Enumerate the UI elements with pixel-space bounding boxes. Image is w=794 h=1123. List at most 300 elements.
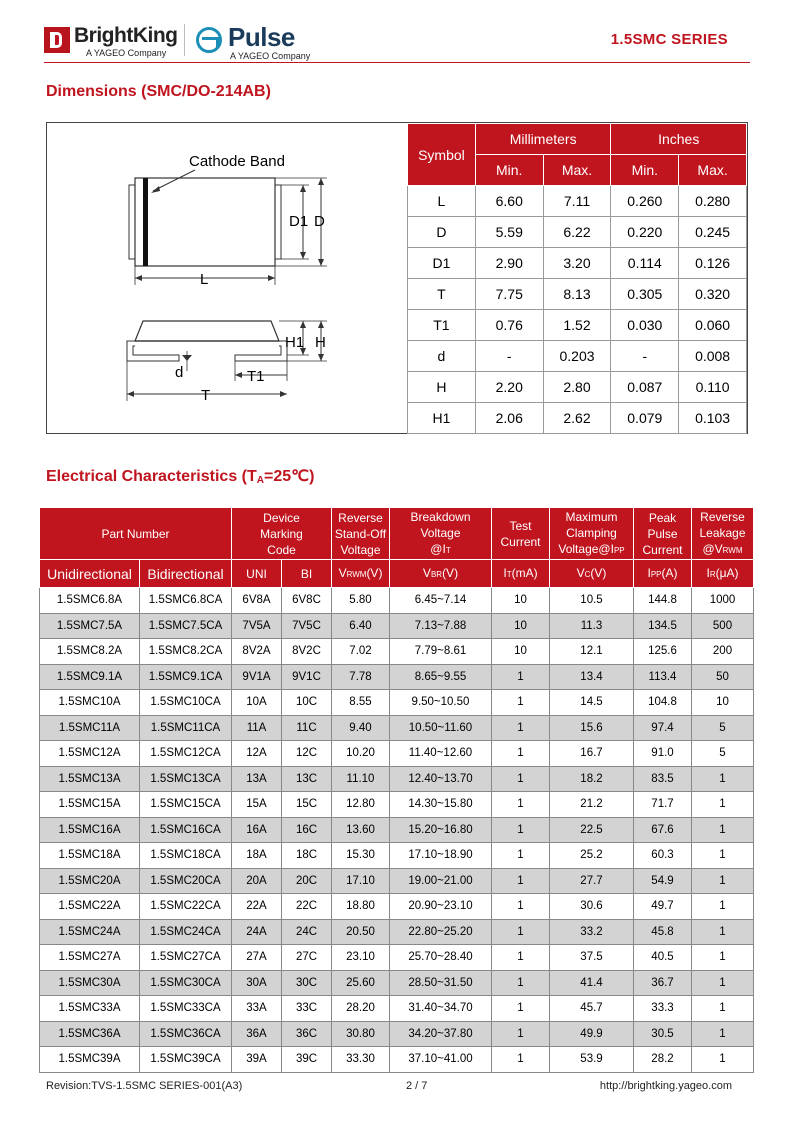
table-cell: 33.2	[550, 919, 634, 945]
table-cell: 45.8	[634, 919, 692, 945]
dimensions-panel	[46, 122, 748, 434]
table-cell: 22C	[282, 894, 332, 920]
table-cell: 25.60	[332, 970, 390, 996]
table-cell: 1.5SMC11CA	[140, 715, 232, 741]
footer-page: 2 / 7	[406, 1080, 428, 1092]
table-row	[40, 894, 754, 920]
h-label: H	[315, 334, 326, 351]
table-cell: 15A	[232, 792, 282, 818]
table-row	[40, 741, 754, 767]
table-cell: 1	[492, 741, 550, 767]
dimension-cell: D	[408, 217, 476, 248]
vrwm-unit-header: VRWM(V)	[332, 560, 390, 588]
table-cell: 1.5SMC16A	[40, 817, 140, 843]
table-cell: 1000	[692, 588, 754, 614]
table-cell: 104.8	[634, 690, 692, 716]
dimension-cell: 5.59	[475, 217, 543, 248]
dimension-cell: T1	[408, 310, 476, 341]
table-cell: 23.10	[332, 945, 390, 971]
table-cell: 1.5SMC12A	[40, 741, 140, 767]
table-cell: 17.10	[332, 868, 390, 894]
table-cell: 1.5SMC8.2A	[40, 639, 140, 665]
dimension-row	[408, 248, 747, 279]
it-unit-header: IT(mA)	[492, 560, 550, 588]
dimension-cell: -	[611, 341, 679, 372]
dimension-cell: 2.06	[475, 403, 543, 434]
table-cell: 28.2	[634, 1047, 692, 1073]
table-row	[40, 945, 754, 971]
dimension-cell: 0.320	[679, 279, 747, 310]
table-cell: 18.2	[550, 766, 634, 792]
unidirectional-header: Unidirectional	[40, 560, 140, 588]
table-cell: 53.9	[550, 1047, 634, 1073]
table-cell: 12.80	[332, 792, 390, 818]
dimension-row	[408, 403, 747, 434]
logo-divider	[184, 24, 185, 56]
table-cell: 1.5SMC6.8CA	[140, 588, 232, 614]
electrical-table	[39, 507, 754, 1073]
table-cell: 24C	[282, 919, 332, 945]
dimension-cell: 0.103	[679, 403, 747, 434]
dimension-cell: 6.22	[543, 217, 611, 248]
table-cell: 1.5SMC27A	[40, 945, 140, 971]
in-min-header: Min.	[611, 155, 679, 186]
table-cell: 18A	[232, 843, 282, 869]
table-cell: 1	[492, 690, 550, 716]
brand1-name: BrightKing	[74, 24, 178, 47]
dimension-cell: H1	[408, 403, 476, 434]
dimension-row	[408, 217, 747, 248]
brightking-logo	[44, 22, 184, 58]
table-cell: 8.55	[332, 690, 390, 716]
table-cell: 22A	[232, 894, 282, 920]
table-row	[40, 1021, 754, 1047]
table-cell: 1	[692, 766, 754, 792]
table-cell: 14.5	[550, 690, 634, 716]
page-header	[44, 20, 750, 62]
table-cell: 10.20	[332, 741, 390, 767]
table-row	[40, 868, 754, 894]
table-cell: 71.7	[634, 792, 692, 818]
table-cell: 37.5	[550, 945, 634, 971]
side-view-body	[135, 321, 279, 341]
table-cell: 20.50	[332, 919, 390, 945]
table-cell: 5	[692, 715, 754, 741]
table-cell: 16.7	[550, 741, 634, 767]
table-cell: 1.5SMC9.1CA	[140, 664, 232, 690]
vbr-header: Breakdown Voltage @IT	[390, 508, 492, 560]
table-row	[40, 766, 754, 792]
brand2-name: Pulse	[228, 22, 295, 52]
table-cell: 1.5SMC9.1A	[40, 664, 140, 690]
table-cell: 7V5C	[282, 613, 332, 639]
dimension-cell: 2.62	[543, 403, 611, 434]
table-cell: 1.5SMC16CA	[140, 817, 232, 843]
dimension-cell: 0.126	[679, 248, 747, 279]
dimension-cell: 0.030	[611, 310, 679, 341]
table-cell: 30C	[282, 970, 332, 996]
table-cell: 125.6	[634, 639, 692, 665]
table-cell: 39C	[282, 1047, 332, 1073]
dimension-cell: 0.079	[611, 403, 679, 434]
table-cell: 67.6	[634, 817, 692, 843]
table-cell: 7.02	[332, 639, 390, 665]
l-label: L	[200, 271, 209, 288]
table-cell: 30.5	[634, 1021, 692, 1047]
top-view-lead-left	[129, 185, 135, 259]
table-cell: 1	[492, 664, 550, 690]
test-current-header: Test Current	[492, 508, 550, 560]
table-cell: 10	[692, 690, 754, 716]
table-cell: 12.40~13.70	[390, 766, 492, 792]
table-row	[40, 588, 754, 614]
table-cell: 33.30	[332, 1047, 390, 1073]
table-cell: 49.7	[634, 894, 692, 920]
table-cell: 28.50~31.50	[390, 970, 492, 996]
table-cell: 30A	[232, 970, 282, 996]
cathode-band	[143, 178, 148, 266]
ir-unit-header: IR(μA)	[692, 560, 754, 588]
table-cell: 1.5SMC33A	[40, 996, 140, 1022]
dimension-cell: 7.11	[543, 186, 611, 217]
table-cell: 1.5SMC7.5A	[40, 613, 140, 639]
table-cell: 1	[492, 919, 550, 945]
table-cell: 10.50~11.60	[390, 715, 492, 741]
vc-unit-header: VC(V)	[550, 560, 634, 588]
table-cell: 20A	[232, 868, 282, 894]
dimension-cell: 0.76	[475, 310, 543, 341]
dimension-cell: 0.087	[611, 372, 679, 403]
dimension-cell: 2.80	[543, 372, 611, 403]
table-cell: 1.5SMC13CA	[140, 766, 232, 792]
inches-header: Inches	[611, 124, 747, 155]
table-cell: 1	[692, 970, 754, 996]
t1-label: T1	[247, 368, 265, 385]
table-cell: 1	[492, 817, 550, 843]
table-cell: 1	[492, 868, 550, 894]
table-cell: 22.5	[550, 817, 634, 843]
dimension-cell: 0.060	[679, 310, 747, 341]
table-cell: 8.65~9.55	[390, 664, 492, 690]
cathode-arrowhead	[151, 186, 160, 193]
table-cell: 1.5SMC20CA	[140, 868, 232, 894]
side-view-lead-right	[235, 341, 287, 361]
table-cell: 1	[492, 996, 550, 1022]
table-cell: 20C	[282, 868, 332, 894]
table-row	[40, 919, 754, 945]
table-cell: 13.4	[550, 664, 634, 690]
millimeters-header: Millimeters	[475, 124, 611, 155]
dimension-row	[408, 310, 747, 341]
table-cell: 11.40~12.60	[390, 741, 492, 767]
table-cell: 1	[492, 945, 550, 971]
part-number-header: Part Number	[40, 508, 232, 560]
table-cell: 11.10	[332, 766, 390, 792]
table-cell: 25.2	[550, 843, 634, 869]
table-cell: 21.2	[550, 792, 634, 818]
table-cell: 1.5SMC10A	[40, 690, 140, 716]
series-title: 1.5SMC SERIES	[610, 31, 728, 48]
dimension-cell: 2.20	[475, 372, 543, 403]
dimension-cell: D1	[408, 248, 476, 279]
dimension-cell: 1.52	[543, 310, 611, 341]
table-cell: 15C	[282, 792, 332, 818]
table-cell: 31.40~34.70	[390, 996, 492, 1022]
bidirectional-header: Bidirectional	[140, 560, 232, 588]
table-cell: 36.7	[634, 970, 692, 996]
table-cell: 27A	[232, 945, 282, 971]
table-cell: 8V2C	[282, 639, 332, 665]
table-cell: 10	[492, 639, 550, 665]
dimension-cell: 0.280	[679, 186, 747, 217]
dimension-cell: 3.20	[543, 248, 611, 279]
h1-label: H1	[285, 334, 305, 351]
table-cell: 1	[492, 715, 550, 741]
table-cell: 20.90~23.10	[390, 894, 492, 920]
dimension-cell: 7.75	[475, 279, 543, 310]
table-cell: 1.5SMC18CA	[140, 843, 232, 869]
table-cell: 5.80	[332, 588, 390, 614]
ir-header: Reverse Leakage @VRWM	[692, 508, 754, 560]
table-cell: 1	[692, 843, 754, 869]
table-cell: 12C	[282, 741, 332, 767]
table-cell: 6.40	[332, 613, 390, 639]
dimension-row	[408, 341, 747, 372]
table-row	[40, 1047, 754, 1073]
footer-url: http://brightking.yageo.com	[599, 1080, 732, 1092]
dimension-row	[408, 279, 747, 310]
table-cell: 37.10~41.00	[390, 1047, 492, 1073]
table-cell: 7.79~8.61	[390, 639, 492, 665]
table-cell: 97.4	[634, 715, 692, 741]
table-cell: 1.5SMC15A	[40, 792, 140, 818]
package-drawing	[47, 123, 407, 433]
table-cell: 1.5SMC39A	[40, 1047, 140, 1073]
symbol-header: Symbol	[408, 124, 476, 186]
table-cell: 1.5SMC22A	[40, 894, 140, 920]
table-row	[40, 792, 754, 818]
table-cell: 13C	[282, 766, 332, 792]
dimension-cell: H	[408, 372, 476, 403]
table-cell: 1	[492, 843, 550, 869]
table-cell: 1	[692, 817, 754, 843]
table-row	[40, 690, 754, 716]
dimension-cell: 0.305	[611, 279, 679, 310]
table-cell: 500	[692, 613, 754, 639]
table-cell: 1	[492, 792, 550, 818]
table-cell: 1	[692, 1021, 754, 1047]
mm-max-header: Max.	[543, 155, 611, 186]
brightking-logo-icon	[44, 27, 70, 53]
table-cell: 19.00~21.00	[390, 868, 492, 894]
table-cell: 50	[692, 664, 754, 690]
in-max-header: Max.	[679, 155, 747, 186]
electrical-title: Electrical Characteristics $(T_A=25℃)$	[46, 468, 315, 486]
table-row	[40, 970, 754, 996]
table-cell: 1	[492, 1021, 550, 1047]
table-cell: 13.60	[332, 817, 390, 843]
table-cell: 9.40	[332, 715, 390, 741]
table-cell: 33A	[232, 996, 282, 1022]
table-cell: 1.5SMC12CA	[140, 741, 232, 767]
table-cell: 10C	[282, 690, 332, 716]
table-cell: 1	[492, 1047, 550, 1073]
table-cell: 1.5SMC33CA	[140, 996, 232, 1022]
table-cell: 33C	[282, 996, 332, 1022]
table-row	[40, 715, 754, 741]
ipp-unit-header: IPP(A)	[634, 560, 692, 588]
d-small-label: d	[175, 364, 184, 381]
footer-revision: Revision:TVS-1.5SMC SERIES-001(A3)	[46, 1080, 243, 1092]
table-cell: 113.4	[634, 664, 692, 690]
table-cell: 9V1C	[282, 664, 332, 690]
table-cell: 1.5SMC8.2CA	[140, 639, 232, 665]
table-cell: 134.5	[634, 613, 692, 639]
bi-header: BI	[282, 560, 332, 588]
table-cell: 18.80	[332, 894, 390, 920]
cathode-band-label: Cathode Band	[189, 153, 285, 170]
table-cell: 1	[492, 970, 550, 996]
table-cell: 15.30	[332, 843, 390, 869]
table-cell: 1	[692, 894, 754, 920]
table-cell: 7V5A	[232, 613, 282, 639]
uni-header: UNI	[232, 560, 282, 588]
ipp-header: Peak Pulse Current	[634, 508, 692, 560]
dimension-cell: 0.110	[679, 372, 747, 403]
table-cell: 14.30~15.80	[390, 792, 492, 818]
dimension-cell: d	[408, 341, 476, 372]
table-cell: 28.20	[332, 996, 390, 1022]
table-cell: 1	[692, 868, 754, 894]
table-cell: 1.5SMC15CA	[140, 792, 232, 818]
table-cell: 1.5SMC24A	[40, 919, 140, 945]
dimension-cell: 8.13	[543, 279, 611, 310]
dimension-cell: 0.245	[679, 217, 747, 248]
vrwm-header: Reverse Stand-Off Voltage	[332, 508, 390, 560]
table-cell: 1	[492, 766, 550, 792]
table-cell: 18C	[282, 843, 332, 869]
table-cell: 5	[692, 741, 754, 767]
table-cell: 1.5SMC22CA	[140, 894, 232, 920]
table-cell: 1.5SMC7.5CA	[140, 613, 232, 639]
table-cell: 11.3	[550, 613, 634, 639]
dimension-cell: 0.260	[611, 186, 679, 217]
dimension-cell: 0.008	[679, 341, 747, 372]
table-cell: 144.8	[634, 588, 692, 614]
table-cell: 12.1	[550, 639, 634, 665]
table-cell: 1.5SMC10CA	[140, 690, 232, 716]
table-cell: 1.5SMC36A	[40, 1021, 140, 1047]
table-cell: 1.5SMC30A	[40, 970, 140, 996]
table-cell: 1	[692, 792, 754, 818]
table-cell: 24A	[232, 919, 282, 945]
table-cell: 10	[492, 613, 550, 639]
dimensions-table	[407, 123, 747, 434]
d1-label: D1	[289, 213, 309, 230]
brand2-sub: A YAGEO Company	[230, 51, 311, 61]
table-cell: 36A	[232, 1021, 282, 1047]
vbr-unit-header: VBR(V)	[390, 560, 492, 588]
table-cell: 6V8A	[232, 588, 282, 614]
table-cell: 1.5SMC11A	[40, 715, 140, 741]
dimension-cell: -	[475, 341, 543, 372]
table-cell: 7.13~7.88	[390, 613, 492, 639]
table-cell: 1.5SMC39CA	[140, 1047, 232, 1073]
pulse-logo-icon	[196, 27, 222, 53]
table-cell: 1.5SMC36CA	[140, 1021, 232, 1047]
table-cell: 11C	[282, 715, 332, 741]
table-cell: 25.70~28.40	[390, 945, 492, 971]
brand1-sub: A YAGEO Company	[86, 48, 167, 58]
table-cell: 1.5SMC18A	[40, 843, 140, 869]
table-row	[40, 639, 754, 665]
table-cell: 17.10~18.90	[390, 843, 492, 869]
table-cell: 200	[692, 639, 754, 665]
table-cell: 83.5	[634, 766, 692, 792]
table-cell: 22.80~25.20	[390, 919, 492, 945]
table-cell: 1	[692, 945, 754, 971]
table-cell: 1.5SMC24CA	[140, 919, 232, 945]
dimension-cell: T	[408, 279, 476, 310]
table-cell: 91.0	[634, 741, 692, 767]
table-cell: 13A	[232, 766, 282, 792]
table-cell: 10	[492, 588, 550, 614]
table-cell: 39A	[232, 1047, 282, 1073]
table-cell: 10.5	[550, 588, 634, 614]
table-row	[40, 664, 754, 690]
table-cell: 9V1A	[232, 664, 282, 690]
table-cell: 6V8C	[282, 588, 332, 614]
dimensions-title: Dimensions (SMC/DO-214AB)	[46, 83, 271, 100]
table-cell: 6.45~7.14	[390, 588, 492, 614]
mm-min-header: Min.	[475, 155, 543, 186]
table-cell: 1	[692, 996, 754, 1022]
table-cell: 49.9	[550, 1021, 634, 1047]
dimension-cell: 6.60	[475, 186, 543, 217]
table-cell: 45.7	[550, 996, 634, 1022]
table-row	[40, 613, 754, 639]
table-cell: 10A	[232, 690, 282, 716]
d-label: D	[314, 213, 325, 230]
table-cell: 30.80	[332, 1021, 390, 1047]
footer-rule	[44, 1072, 750, 1073]
dimension-cell: 2.90	[475, 248, 543, 279]
dimension-cell: 0.203	[543, 341, 611, 372]
table-cell: 1	[692, 919, 754, 945]
table-cell: 11A	[232, 715, 282, 741]
table-cell: 15.20~16.80	[390, 817, 492, 843]
table-cell: 15.6	[550, 715, 634, 741]
table-cell: 1.5SMC30CA	[140, 970, 232, 996]
vc-header: Maximum Clamping Voltage@IPP	[550, 508, 634, 560]
side-view-lead-left	[127, 341, 179, 361]
table-cell: 7.78	[332, 664, 390, 690]
table-cell: 1.5SMC20A	[40, 868, 140, 894]
table-cell: 1	[492, 894, 550, 920]
table-row	[40, 843, 754, 869]
table-cell: 16A	[232, 817, 282, 843]
dimension-cell: L	[408, 186, 476, 217]
dimension-cell: 0.114	[611, 248, 679, 279]
table-cell: 16C	[282, 817, 332, 843]
header-rule	[44, 62, 750, 63]
pulse-logo	[196, 22, 311, 62]
table-cell: 34.20~37.80	[390, 1021, 492, 1047]
table-cell: 12A	[232, 741, 282, 767]
table-cell: 41.4	[550, 970, 634, 996]
t-label: T	[201, 387, 211, 404]
table-cell: 36C	[282, 1021, 332, 1047]
